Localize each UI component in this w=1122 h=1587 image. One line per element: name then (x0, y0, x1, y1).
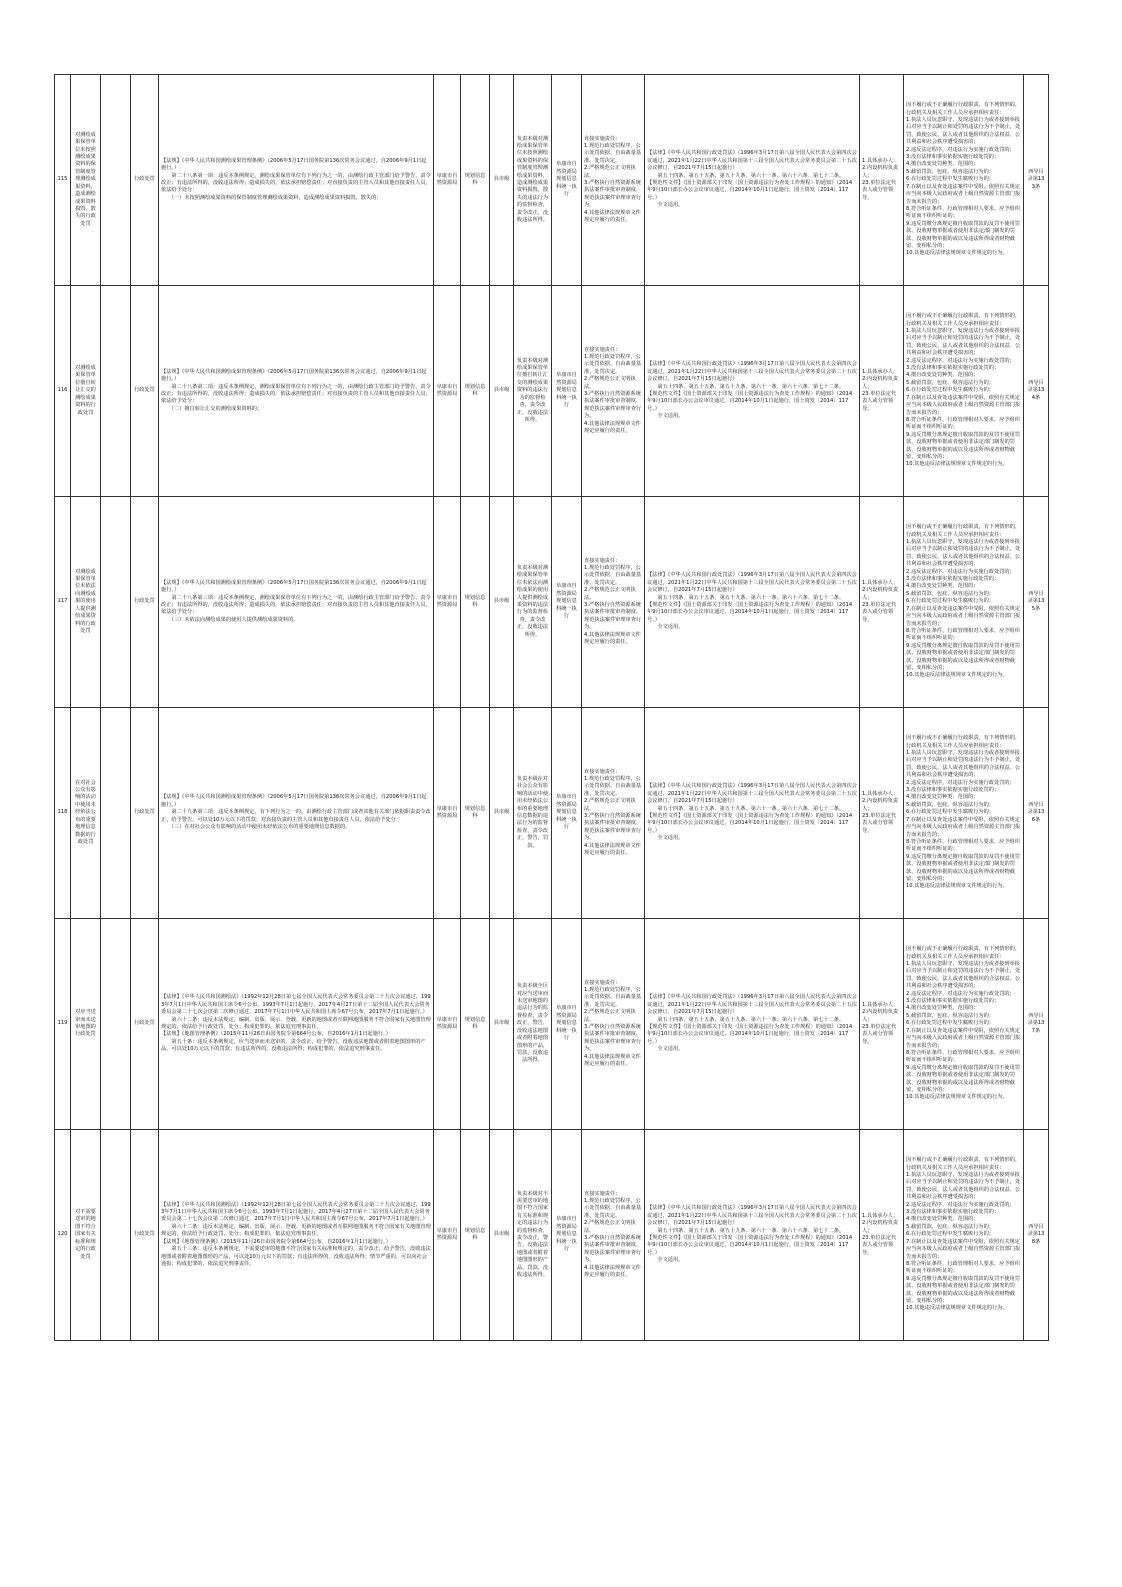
row-number: 120 (55, 1130, 71, 1341)
item-name: 对测绘成果保管单位未依法向测绘成果的使用人提供测绘成果资料的行政处罚 (71, 497, 101, 708)
implementing-unit: 阜康市自然资源局规划信息科统一执行 (552, 919, 582, 1130)
item-type: 行政处罚 (131, 497, 159, 708)
exercise-level: 县市级 (490, 75, 514, 286)
implementing-unit: 阜康市自然资源局规划信息科统一执行 (552, 75, 582, 286)
responsible-subject: 1.具体承办人； 2.内设机构负责人； 23.单位法定代表人或分管领导。 (860, 286, 904, 497)
catalog-reference: 西导目录第135条 (1024, 497, 1049, 708)
row-number: 118 (55, 708, 71, 919)
row-number: 117 (55, 497, 71, 708)
responsibility-scope: 负责本级对不需要送审的地图不符合国家有关标准和规定的违法行为的监督检查，责令改正，警告，没收违法地图或者附着地图图形的产品，罚款，没收违法所得。 (514, 1130, 552, 1341)
responsible-subject: 1.具体承办人； 2.内设机构负责人； 23.单位法定代表人或分管领导。 (860, 919, 904, 1130)
item-name: 对应当送审而未送审地图的行政处罚 (71, 919, 101, 1130)
accountability-items: 因不履行或不正确履行行政职责，有下列情形的，行政机关及相关工作人员应承担相应责任： 1.执法人员玩忽职守，发现违法行为或者接到举报后对应当予以制止和处罚的违法行为不予制止，处罚，致使公民、法人或者其他组织的合法权益、公共利益和社会秩序遭受损害的； 2.违反法定程序，对违法行为实施行政处罚的； 3.没有法律和事实依据实施行政处罚的； 4.擅自改变处罚种类、范围的； 5.截留罚款，包庇、纵容违法行为的； 6.在行政处罚过程中发生腐败行为的； 7.在制止以及查处违法案件中受阻，依照有关规定应当向本级人民政府或者上级自然资源主管部门报告而未报告的； 8.符合听证条件、行政管理相对人要求，应予组织听证而不组织听证的； 9.违反罚缴分离规定擅自收取罚款的及罚不使用罚款、没收财物单据或者使用非法定部门制发的罚款、没收财物单据的或以及违法所得或者财物截留、变相私分的； 10.其他违反法律法规规章文件规定的行为。 (904, 919, 1024, 1130)
legal-basis: 【法规】《中华人民共和国测绘成果管理条例》（2006年5月17日国务院第136次常务会议通过，自2006年9月1日起施行。） 第二十八条第一项：违反本条例规定，测绘成果保管单位有下列行为之一的，由测绘行政主管部门给予警告，责令改正；有违法所得的，没收违法所得；造成损失的，依法承担赔偿责任；对直接负责的主管人员和其他直接责任人员，依法给予处分： （一）未按照测绘成果资料的保管制度管理测绘成果资料，造成测绘成果资料损毁、散失的； (159, 75, 434, 286)
catalog-reference: 西导目录第138条 (1024, 1130, 1049, 1341)
blank-cell (101, 75, 131, 286)
table-row (55, 708, 1049, 919)
implementing-unit: 阜康市自然资源局规划信息科统一执行 (552, 497, 582, 708)
item-name: 对不需要送审的地图不符合国家有关标准和规定的行政处罚 (71, 1130, 101, 1341)
item-type: 行政处罚 (131, 75, 159, 286)
item-name: 在对社会公众有影响的活动中使用未经依法公布的重要地理信息数据的行政处罚 (71, 708, 101, 919)
duty-items: 直接实施责任： 1.规范行政处罚程序，公示处罚依据、自由裁量基准、处罚决定。 2.严格规范公正文明执法。 3.严格执行自然资源系统执法案件审批审查制度、规范执法案件审理审查行为。 4.其他法律法规规章文件规定应履行的责任。 (582, 919, 645, 1130)
duty-legal-basis: 【法律】《中华人民共和国行政处罚法》（1996年3月17日第八届全国人民代表大会第四次会议通过，2021年1月22日中华人民共和国第十三届全国人民代表大会常务委员会第二十五次会议修订，自2021年7月15日起施行） 第五十四条、第五十五条、第五十九条、第六十一条、第六十六条、第七十二条。 【规范性文件】《国土资源部关于印发〈国土资源违法行为查处工作规程〉的通知》（2014年9月10日部长办公会议审议通过，自2014年10月1日起施行，国土资发〔2014〕117号。） 全文适用。 (645, 497, 860, 708)
accountability-items: 因不履行或不正确履行行政职责，有下列情形的，行政机关及相关工作人员应承担相应责任： 1.执法人员玩忽职守，发现违法行为或者接到举报后对应当予以制止和处罚的违法行为不予制止，处罚，致使公民、法人或者其他组织的合法权益、公共利益和社会秩序遭受损害的； 2.违反法定程序，对违法行为实施行政处罚的； 3.没有法律和事实依据实施行政处罚的； 4.擅自改变处罚种类、范围的； 5.截留罚款，包庇、纵容违法行为的； 6.在行政处罚过程中发生腐败行为的； 7.在制止以及查处违法案件中受阻，依照有关规定应当向本级人民政府或者上级自然资源主管部门报告而未报告的； 8.符合听证条件、行政管理相对人要求，应予组织听证而不组织听证的； 9.违反罚缴分离规定擅自收取罚款的及罚不使用罚款、没收财物单据或者使用非法定部门制发的罚款、没收财物单据的或以及违法所得或者财物截留、变相私分的； 10.其他违反法律法规规章文件规定的行为。 (904, 1130, 1024, 1341)
legal-basis: 【法规】《中华人民共和国测绘成果管理条例》（2006年5月17日国务院第136次常务会议通过，自2006年9月1日起施行。） 第二十八条第三项：违反本条例规定，测绘成果保管单位有下列行为之一的，由测绘行政主管部门给予警告，责令改正；有违法所得的，没收违法所得；造成损失的，依法承担赔偿责任；对直接负责的主管人员和其他直接责任人员，依法给予处分： （三）未依法向测绘成果的使用人提供测绘成果资料的。 (159, 497, 434, 708)
item-type: 行政处罚 (131, 708, 159, 919)
implementing-unit: 阜康市自然资源局规划信息科统一执行 (552, 1130, 582, 1341)
responsible-office: 规划信息科 (461, 1130, 490, 1341)
blank-cell (101, 1130, 131, 1341)
duty-legal-basis: 【法律】《中华人民共和国行政处罚法》（1996年3月17日第八届全国人民代表大会第四次会议通过，2021年1月22日中华人民共和国第十三届全国人民代表大会常务委员会第二十五次会议修订，自2021年7月15日起施行） 第五十四条、第五十五条、第五十九条、第六十一条、第六十六条、第七十二条。 【规范性文件】《国土资源部关于印发〈国土资源违法行为查处工作规程〉的通知》（2014年9月10日部长办公会议审议通过，自2014年10月1日起施行，国土资发〔2014〕117号。） 全文适用。 (645, 286, 860, 497)
implementing-department: 阜康市自然资源局 (434, 286, 461, 497)
implementing-department: 阜康市自然资源局 (434, 1130, 461, 1341)
item-name: 对测绘成果保管单位未按照测绘成果资料的保管制度管理测绘成果资料，造成测绘成果资料损毁、散失的行政处罚 (71, 75, 101, 286)
exercise-level: 县市级 (490, 919, 514, 1130)
responsibility-scope: 负责本级在对社会公众有影响的活动中使用未经依法公布的重要地理信息数据的违法行为的监督检查，责令改正，警告，罚款。 (514, 708, 552, 919)
responsible-office: 规划信息科 (461, 75, 490, 286)
blank-cell (101, 919, 131, 1130)
implementing-unit: 阜康市自然资源局规划信息科统一执行 (552, 708, 582, 919)
table-row (55, 286, 1049, 497)
responsible-office: 规划信息科 (461, 919, 490, 1130)
implementing-department: 阜康市自然资源局 (434, 497, 461, 708)
exercise-level: 县市级 (490, 497, 514, 708)
accountability-items: 因不履行或不正确履行行政职责，有下列情形的，行政机关及相关工作人员应承担相应责任： 1.执法人员玩忽职守，发现违法行为或者接到举报后对应当予以制止和处罚的违法行为不予制止，处罚，致使公民、法人或者其他组织的合法权益、公共利益和社会秩序遭受损害的； 2.违反法定程序，对违法行为实施行政处罚的； 3.没有法律和事实依据实施行政处罚的； 4.擅自改变处罚种类、范围的； 5.截留罚款，包庇、纵容违法行为的； 6.在行政处罚过程中发生腐败行为的； 7.在制止以及查处违法案件中受阻，依照有关规定应当向本级人民政府或者上级自然资源主管部门报告而未报告的； 8.符合听证条件、行政管理相对人要求，应予组织听证而不组织听证的； 9.违反罚缴分离规定擅自收取罚款的及罚不使用罚款、没收财物单据或者使用非法定部门制发的罚款、没收财物单据的或以及违法所得或者财物截留、变相私分的； 10.其他违反法律法规规章文件规定的行为。 (904, 286, 1024, 497)
accountability-items: 因不履行或不正确履行行政职责，有下列情形的，行政机关及相关工作人员应承担相应责任： 1.执法人员玩忽职守，发现违法行为或者接到举报后对应当予以制止和处罚的违法行为不予制止，处罚，致使公民、法人或者其他组织的合法权益、公共利益和社会秩序遭受损害的； 2.违反法定程序，对违法行为实施行政处罚的； 3.没有法律和事实依据实施行政处罚的； 4.擅自改变处罚种类、范围的； 5.截留罚款，包庇、纵容违法行为的； 6.在行政处罚过程中发生腐败行为的； 7.在制止以及查处违法案件中受阻，依照有关规定应当向本级人民政府或者上级自然资源主管部门报告而未报告的； 8.符合听证条件、行政管理相对人要求，应予组织听证而不组织听证的； 9.违反罚缴分离规定擅自收取罚款的及罚不使用罚款、没收财物单据或者使用非法定部门制发的罚款、没收财物单据的或以及违法所得或者财物截留、变相私分的； 10.其他违反法律法规规章文件规定的行为。 (904, 497, 1024, 708)
legal-basis: 【法规】《中华人民共和国测绘成果管理条例》（2006年5月17日国务院第136次常务会议通过，自2006年9月1日起施行。） 第二十八条第二项：违反本条例规定，测绘成果保管单位有下列行为之一的，由测绘行政主管部门给予警告，责令改正；有违法所得的，没收违法所得；造成损失的，依法承担赔偿责任；对直接负责的主管人员和其他直接责任人员，依法给予处分： （二）擅自转让汇交的测绘成果资料的； (159, 286, 434, 497)
legal-basis: 【法规】《中华人民共和国测绘成果管理条例》（2006年5月17日国务院第136次常务会议通过，自2006年9月1日起施行。） 第二十九条第三项：违反本条例规定，有下列行为之一的，由测绘行政主管部门或者其他有关部门依据职责责令改正，给予警告，可以处10万元以下的罚款；对直接负责的主管人员和其他直接责任人员，依法给予处分： （三）在对社会公众有影响的活动中使用未经依法公布的重要地理信息数据的。 (159, 708, 434, 919)
item-type: 行政处罚 (131, 1130, 159, 1341)
responsibility-scope: 负责本级对测绘成果保管单位未依法向测绘成果的使用人提供测绘成果资料的违法行为的监督检查，责令改正，没收违法所得。 (514, 497, 552, 708)
responsible-office: 规划信息科 (461, 708, 490, 919)
row-number: 116 (55, 286, 71, 497)
duty-items: 直接实施责任： 1.规范行政处罚程序，公示处罚依据、自由裁量基准、处罚决定。 2.严格规范公正文明执法。 3.严格执行自然资源系统执法案件审批审查制度、规范执法案件审理审查行为。 4.其他法律法规规章文件规定应履行的责任。 (582, 75, 645, 286)
implementing-department: 阜康市自然资源局 (434, 919, 461, 1130)
responsibility-scope: 负责本级对测绘成果保管单位擅自转让汇交的测绘成果资料的违法行为的监督检查，责令改正，没收违法所得。 (514, 286, 552, 497)
responsibility-table (54, 74, 1049, 1341)
blank-cell (101, 497, 131, 708)
duty-items: 直接实施责任： 1.规范行政处罚程序，公示处罚依据、自由裁量基准、处罚决定。 2.严格规范公正文明执法。 3.严格执行自然资源系统执法案件审批审查制度、规范执法案件审理审查行为。 4.其他法律法规规章文件规定应履行的责任。 (582, 286, 645, 497)
item-type: 行政处罚 (131, 286, 159, 497)
responsible-subject: 1.具体承办人； 2.内设机构负责人； 23.单位法定代表人或分管领导。 (860, 75, 904, 286)
duty-legal-basis: 【法律】《中华人民共和国行政处罚法》（1996年3月17日第八届全国人民代表大会第四次会议通过，2021年1月22日中华人民共和国第十三届全国人民代表大会常务委员会第二十五次会议修订，自2021年7月15日起施行） 第五十四条、第五十五条、第五十九条、第六十一条、第六十六条、第七十二条。 【规范性文件】《国土资源部关于印发〈国土资源违法行为查处工作规程〉的通知》（2014年9月10日部长办公会议审议通过，自2014年10月1日起施行，国土资发〔2014〕117号。） 全文适用。 (645, 1130, 860, 1341)
duty-legal-basis: 【法律】《中华人民共和国行政处罚法》（1996年3月17日第八届全国人民代表大会第四次会议通过，2021年1月22日中华人民共和国第十三届全国人民代表大会常务委员会第二十五次会议修订，自2021年7月15日起施行） 第五十四条、第五十五条、第五十九条、第六十一条、第六十六条、第七十二条。 【规范性文件】《国土资源部关于印发〈国土资源违法行为查处工作规程〉的通知》（2014年9月10日部长办公会议审议通过，自2014年10月1日起施行，国土资发〔2014〕117号。） 全文适用。 (645, 708, 860, 919)
accountability-items: 因不履行或不正确履行行政职责，有下列情形的，行政机关及相关工作人员应承担相应责任： 1.执法人员玩忽职守，发现违法行为或者接到举报后对应当予以制止和处罚的违法行为不予制止，处罚，致使公民、法人或者其他组织的合法权益、公共利益和社会秩序遭受损害的； 2.违反法定程序，对违法行为实施行政处罚的； 3.没有法律和事实依据实施行政处罚的； 4.擅自改变处罚种类、范围的； 5.截留罚款，包庇、纵容违法行为的； 6.在行政处罚过程中发生腐败行为的； 7.在制止以及查处违法案件中受阻，依照有关规定应当向本级人民政府或者上级自然资源主管部门报告而未报告的； 8.符合听证条件、行政管理相对人要求，应予组织听证而不组织听证的； 9.违反罚缴分离规定擅自收取罚款的及罚不使用罚款、没收财物单据或者使用非法定部门制发的罚款、没收财物单据的或以及违法所得或者财物截留、变相私分的； 10.其他违反法律法规规章文件规定的行为。 (904, 708, 1024, 919)
responsible-subject: 1.具体承办人； 2.内设机构负责人； 23.单位法定代表人或分管领导。 (860, 497, 904, 708)
table-row (55, 1130, 1049, 1341)
responsibility-scope: 负责本级对测绘成果保管单位未按照测绘成果资料的保管制度管理测绘成果资料，造成测绘成果资料损毁、散失的违法行为的监督检查，责令改正，没收违法所得。 (514, 75, 552, 286)
table-row (55, 919, 1049, 1130)
duty-legal-basis: 【法律】《中华人民共和国行政处罚法》（1996年3月17日第八届全国人民代表大会第四次会议通过，2021年1月22日中华人民共和国第十三届全国人民代表大会常务委员会第二十五次会议修订，自2021年7月15日起施行） 第五十四条、第五十五条、第五十九条、第六十一条、第六十六条、第七十二条。 【规范性文件】《国土资源部关于印发〈国土资源违法行为查处工作规程〉的通知》（2014年9月10日部长办公会议审议通过，自2014年10月1日起施行，国土资发〔2014〕117号。） 全文适用。 (645, 919, 860, 1130)
accountability-items: 因不履行或不正确履行行政职责，有下列情形的，行政机关及相关工作人员应承担相应责任： 1.执法人员玩忽职守，发现违法行为或者接到举报后对应当予以制止和处罚的违法行为不予制止，处罚，致使公民、法人或者其他组织的合法权益、公共利益和社会秩序遭受损害的； 2.违反法定程序，对违法行为实施行政处罚的； 3.没有法律和事实依据实施行政处罚的； 4.擅自改变处罚种类、范围的； 5.截留罚款，包庇、纵容违法行为的； 6.在行政处罚过程中发生腐败行为的； 7.在制止以及查处违法案件中受阻，依照有关规定应当向本级人民政府或者上级自然资源主管部门报告而未报告的； 8.符合听证条件、行政管理相对人要求，应予组织听证而不组织听证的； 9.违反罚缴分离规定擅自收取罚款的及罚不使用罚款、没收财物单据或者使用非法定部门制发的罚款、没收财物单据的或以及违法所得或者财物截留、变相私分的； 10.其他违反法律法规规章文件规定的行为。 (904, 75, 1024, 286)
responsible-office: 规划信息科 (461, 497, 490, 708)
item-name: 对测绘成果保管单位擅自转让汇交的测绘成果资料的行政处罚 (71, 286, 101, 497)
item-type: 行政处罚 (131, 919, 159, 1130)
responsibility-scope: 负责本级全区对应当送审而未送审地图的违法行为的监督检查，责令改正，警告，没收违法地图或者附着地图图形的产品，罚款，没收违法所得。 (514, 919, 552, 1130)
catalog-reference: 西导目录第136条 (1024, 708, 1049, 919)
legal-basis: 【法律】《中华人民共和国测绘法》（1992年12月28日第七届全国人民代表大会常务委员会第二十九次会议通过，1993年7月1日中华人民共和国主席令6号公布，1993年7月1日起施行，2017年4月27日第十二届全国人民代表大会常务委员会第二十七次会议第二次修订通过，2017年7月1日中华人民共和国主席令67号公布，2017年7月1日起施行。） 第六十二条：违反本法规定，编制、出版、展示、登载、更新的地图或者互联网地图服务不符合国家有关地图管理规定的，依法给予行政处罚、处分；构成犯罪的，依法追究刑事责任。 【法规】《地图管理条例》（2015年11月26日由国务院令第664号公布，自2016年1月1日起施行。） 第五十条：违反本条例规定，应当送审而未送审的，责令改正，给予警告，没收违法地图或者附着地图图形的产品，可以处10万元以下的罚款；有违法所得的，没收违法所得；构成犯罪的，依法追究刑事责任。 (159, 919, 434, 1130)
blank-cell (101, 708, 131, 919)
table-body (55, 75, 1049, 1341)
catalog-reference: 西导目录第134条 (1024, 286, 1049, 497)
implementing-unit: 阜康市自然资源局规划信息科统一执行 (552, 286, 582, 497)
duty-items: 直接实施责任： 1.规范行政处罚程序，公示处罚依据、自由裁量基准、处罚决定。 2.严格规范公正文明执法。 3.严格执行自然资源系统执法案件审批审查制度、规范执法案件审理审查行为。 4.其他法律法规规章文件规定应履行的责任。 (582, 708, 645, 919)
blank-cell (101, 286, 131, 497)
catalog-reference: 西导目录第137条 (1024, 919, 1049, 1130)
duty-items: 直接实施责任： 1.规范行政处罚程序，公示处罚依据、自由裁量基准、处罚决定。 2.严格规范公正文明执法。 3.严格执行自然资源系统执法案件审批审查制度、规范执法案件审理审查行为。 4.其他法律法规规章文件规定应履行的责任。 (582, 1130, 645, 1341)
responsible-subject: 1.具体承办人； 2.内设机构负责人； 23.单位法定代表人或分管领导。 (860, 708, 904, 919)
legal-basis: 【法律】《中华人民共和国测绘法》（1992年12月28日第七届全国人民代表大会常务委员会第二十九次会议通过，1993年7月1日中华人民共和国主席令6号公布，1993年7月1日起施行，2017年4月27日第十二届全国人民代表大会常务委员会第二十七次会议第二次修订通过，2017年7月1日中华人民共和国主席令67号公布，2017年7月1日起施行。） 第六十二条：违反本法规定，编制、出版、展示、登载、更新的地图或者互联网地图服务不符合国家有关地图管理规定的，依法给予行政处罚、处分；构成犯罪的，依法追究刑事责任。 【法规】《地图管理条例》（2015年11月26日由国务院令第664号公布，自2016年1月1日起施行。） 第五十三条：违反本条例规定，不需要送审的地图不符合国家有关标准和规定的，责令改正，给予警告，没收违法地图或者附着地图图形的产品，可以处10万元以下的罚款；有违法所得的，没收违法所得；情节严重的，可以向社会通报；构成犯罪的，依法追究刑事责任。 (159, 1130, 434, 1341)
implementing-department: 阜康市自然资源局 (434, 708, 461, 919)
table-row (55, 497, 1049, 708)
exercise-level: 县市级 (490, 286, 514, 497)
exercise-level: 县市级 (490, 708, 514, 919)
catalog-reference: 西导目录第133条 (1024, 75, 1049, 286)
row-number: 115 (55, 75, 71, 286)
row-number: 119 (55, 919, 71, 1130)
exercise-level: 县市级 (490, 1130, 514, 1341)
duty-legal-basis: 【法律】《中华人民共和国行政处罚法》（1996年3月17日第八届全国人民代表大会第四次会议通过，2021年1月22日中华人民共和国第十三届全国人民代表大会常务委员会第二十五次会议修订，自2021年7月15日起施行） 第五十四条、第五十五条、第五十九条、第六十一条、第六十六条、第七十二条。 【规范性文件】《国土资源部关于印发〈国土资源违法行为查处工作规程〉的通知》（2014年9月10日部长办公会议审议通过，自2014年10月1日起施行，国土资发〔2014〕117号。） 全文适用。 (645, 75, 860, 286)
responsible-office: 规划信息科 (461, 286, 490, 497)
table-row (55, 75, 1049, 286)
duty-items: 直接实施责任： 1.规范行政处罚程序，公示处罚依据、自由裁量基准、处罚决定。 2.严格规范公正文明执法。 3.严格执行自然资源系统执法案件审批审查制度、规范执法案件审理审查行为。 4.其他法律法规规章文件规定应履行的责任。 (582, 497, 645, 708)
implementing-department: 阜康市自然资源局 (434, 75, 461, 286)
responsible-subject: 1.具体承办人； 2.内设机构负责人； 23.单位法定代表人或分管领导。 (860, 1130, 904, 1341)
